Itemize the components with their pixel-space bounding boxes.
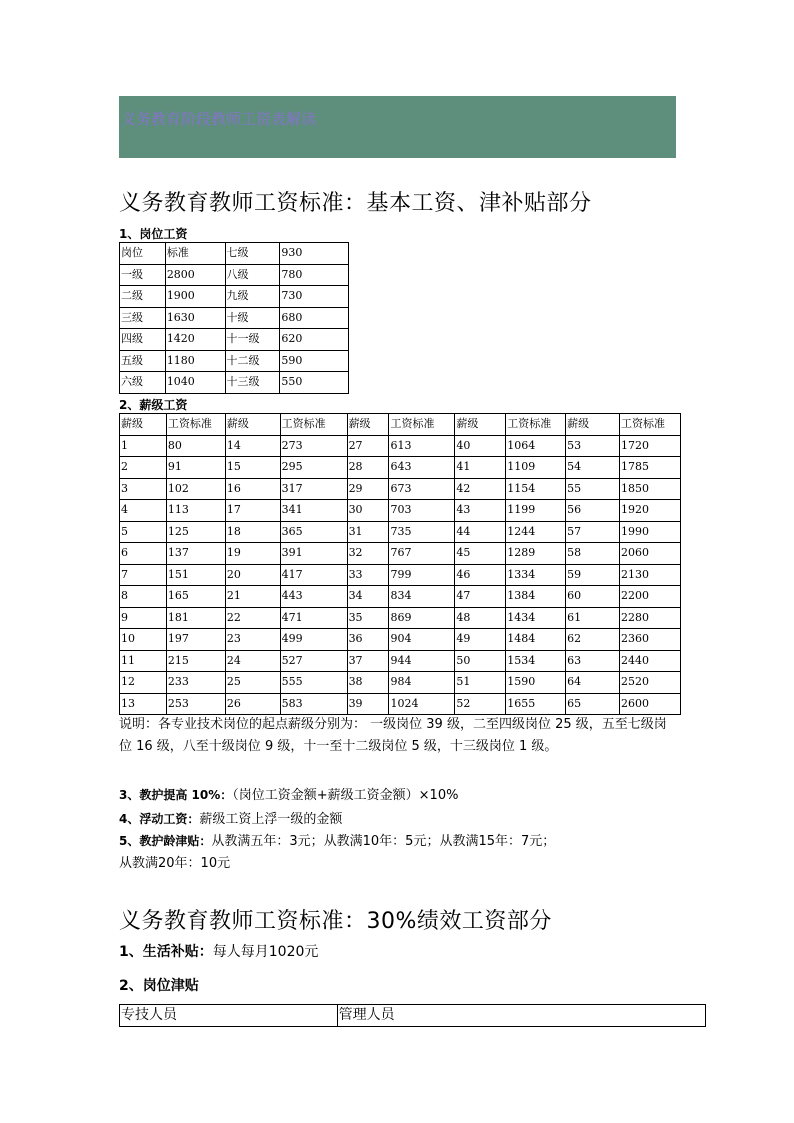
- table-cell: 91: [166, 457, 225, 479]
- table-cell: 28: [347, 457, 389, 479]
- table-cell: 1154: [506, 478, 566, 500]
- table-cell: 1334: [506, 564, 566, 586]
- table-cell: 703: [389, 500, 455, 522]
- table-cell: 50: [455, 650, 506, 672]
- banner-title-link[interactable]: 义务教育阶段教师工资表解读: [121, 110, 317, 128]
- living-allowance-text: 每人每月1020元: [212, 944, 319, 960]
- table-row: [120, 243, 349, 265]
- table-cell: 57: [566, 521, 620, 543]
- table-row: [120, 264, 349, 286]
- table-cell: 5: [120, 521, 167, 543]
- table-cell: 21: [225, 586, 280, 608]
- table-cell: 869: [389, 607, 455, 629]
- table-cell: 七级: [225, 243, 280, 265]
- seniority-allowance-label: 5、教护龄津贴：: [119, 834, 212, 848]
- table-cell: 48: [455, 607, 506, 629]
- teaching-raise-text: （岗位工资金额+薪级工资金额）×10%: [232, 788, 459, 803]
- table-cell: 六级: [120, 372, 166, 394]
- table-cell: 1109: [506, 457, 566, 479]
- table-cell: 417: [280, 564, 347, 586]
- table-cell: 49: [455, 629, 506, 651]
- table-cell: 620: [280, 329, 349, 351]
- table-cell: 583: [280, 693, 347, 715]
- table-cell: 60: [566, 586, 620, 608]
- table-cell: 岗位: [120, 243, 166, 265]
- table-cell: 7: [120, 564, 167, 586]
- title-banner: [119, 96, 676, 158]
- table-cell: 391: [280, 543, 347, 565]
- table-cell: 2060: [619, 543, 680, 565]
- table-cell: 41: [455, 457, 506, 479]
- floating-wage-line: [119, 808, 342, 827]
- table-cell: 51: [455, 672, 506, 694]
- table-cell: 151: [166, 564, 225, 586]
- table-cell: 499: [280, 629, 347, 651]
- seniority-allowance-text: 从教满五年：3元；从教满10年：5元；从教满15年：7元；: [211, 834, 556, 849]
- table-row: [120, 693, 681, 715]
- start-grade-note: 说明：各专业技术岗位的起点薪级分别为： 一级岗位 39 级，二至四级岗位 25 级，五至七级岗位 16 级，八至十级岗位 9 级，十一至十二级岗位 5 级，十三级岗位 1 级。: [119, 717, 667, 754]
- table-cell: 20: [225, 564, 280, 586]
- table-row: [120, 564, 681, 586]
- table-cell: 三级: [120, 307, 166, 329]
- seniority-allowance-line: [119, 830, 555, 849]
- table-cell: 181: [166, 607, 225, 629]
- table-cell: 31: [347, 521, 389, 543]
- table-row: [120, 586, 681, 608]
- table-cell: 471: [280, 607, 347, 629]
- table-cell: 2360: [619, 629, 680, 651]
- table-cell: 18: [225, 521, 280, 543]
- table-cell: 10: [120, 629, 167, 651]
- table-cell: 26: [225, 693, 280, 715]
- table-row: [120, 286, 349, 308]
- grade-wage-table: [119, 413, 681, 715]
- table-cell: 11: [120, 650, 167, 672]
- table-cell: 555: [280, 672, 347, 694]
- table-cell: 29: [347, 478, 389, 500]
- table-row: [120, 650, 681, 672]
- table-cell: 2130: [619, 564, 680, 586]
- table-cell: 37: [347, 650, 389, 672]
- table-cell: 443: [280, 586, 347, 608]
- table-cell: 80: [166, 435, 225, 457]
- table-cell: 233: [166, 672, 225, 694]
- table-cell: 341: [280, 500, 347, 522]
- table-cell: 2600: [619, 693, 680, 715]
- section1-title: 义务教育教师工资标准：基本工资、津补贴部分: [119, 191, 592, 216]
- table-cell: 四级: [120, 329, 166, 351]
- table-cell: 1420: [165, 329, 225, 351]
- table-cell: 17: [225, 500, 280, 522]
- table-cell: 317: [280, 478, 347, 500]
- table-cell: 1024: [389, 693, 455, 715]
- table-cell: 2800: [165, 264, 225, 286]
- table-header-cell: 薪级: [566, 414, 620, 436]
- table-cell: 16: [225, 478, 280, 500]
- table-cell: 1720: [619, 435, 680, 457]
- table-row: [120, 1005, 706, 1027]
- table-cell: 46: [455, 564, 506, 586]
- table-cell: 十二级: [225, 350, 280, 372]
- table-cell: 1: [120, 435, 167, 457]
- table-cell: 14: [225, 435, 280, 457]
- table-cell: 1630: [165, 307, 225, 329]
- post-allowance-label: 2、岗位津贴: [119, 978, 199, 994]
- table-header-cell: 工资标准: [166, 414, 225, 436]
- table-cell: 9: [120, 607, 167, 629]
- table-cell: 295: [280, 457, 347, 479]
- table-cell: 1244: [506, 521, 566, 543]
- table-cell: 38: [347, 672, 389, 694]
- table-header-cell: 工资标准: [280, 414, 347, 436]
- table-header-cell: 薪级: [225, 414, 280, 436]
- table-cell: 12: [120, 672, 167, 694]
- table-cell: 45: [455, 543, 506, 565]
- staff-category-table: [119, 1004, 706, 1027]
- table-row: [120, 607, 681, 629]
- table-row: [120, 672, 681, 694]
- table-cell: 3: [120, 478, 167, 500]
- table-cell: 1900: [165, 286, 225, 308]
- table-cell: 8: [120, 586, 167, 608]
- table-cell: 1850: [619, 478, 680, 500]
- table-cell: 1040: [165, 372, 225, 394]
- table-cell: 197: [166, 629, 225, 651]
- table-cell: 2440: [619, 650, 680, 672]
- teaching-raise-line: [119, 784, 458, 803]
- table-row: [120, 307, 349, 329]
- table-cell: 八级: [225, 264, 280, 286]
- table-cell: 十级: [225, 307, 280, 329]
- table-cell: 1990: [619, 521, 680, 543]
- floating-wage-label: 4、浮动工资：: [119, 812, 200, 826]
- table-cell: 47: [455, 586, 506, 608]
- table-cell: 专技人员: [120, 1005, 338, 1027]
- table-cell: 550: [280, 372, 349, 394]
- table-row: [120, 329, 349, 351]
- table-cell: 标准: [165, 243, 225, 265]
- table-cell: 834: [389, 586, 455, 608]
- table-row: [120, 435, 681, 457]
- seniority-allowance-cont: 从教满20年：10元: [119, 856, 231, 871]
- table-cell: 137: [166, 543, 225, 565]
- table-cell: 113: [166, 500, 225, 522]
- table-cell: 6: [120, 543, 167, 565]
- table-cell: 125: [166, 521, 225, 543]
- table-cell: 十三级: [225, 372, 280, 394]
- table-cell: 二级: [120, 286, 166, 308]
- table-header-cell: 薪级: [347, 414, 389, 436]
- table-cell: 253: [166, 693, 225, 715]
- table-cell: 19: [225, 543, 280, 565]
- table-header-cell: 工资标准: [389, 414, 455, 436]
- table-row: [120, 500, 681, 522]
- table-cell: 43: [455, 500, 506, 522]
- table-cell: 643: [389, 457, 455, 479]
- table-row: [120, 543, 681, 565]
- table-cell: 527: [280, 650, 347, 672]
- table-cell: 五级: [120, 350, 166, 372]
- table-cell: 56: [566, 500, 620, 522]
- table-cell: 944: [389, 650, 455, 672]
- table-cell: 27: [347, 435, 389, 457]
- table-cell: 55: [566, 478, 620, 500]
- table-cell: 61: [566, 607, 620, 629]
- table-cell: 62: [566, 629, 620, 651]
- table-header-row: [120, 414, 681, 436]
- table-cell: 365: [280, 521, 347, 543]
- table-cell: 15: [225, 457, 280, 479]
- table-cell: 613: [389, 435, 455, 457]
- table-cell: 1434: [506, 607, 566, 629]
- table-header-cell: 薪级: [455, 414, 506, 436]
- table-cell: 767: [389, 543, 455, 565]
- table-cell: 2280: [619, 607, 680, 629]
- table-cell: 23: [225, 629, 280, 651]
- table-cell: 1785: [619, 457, 680, 479]
- table-cell: 1384: [506, 586, 566, 608]
- post-wage-table: [119, 242, 349, 394]
- table-cell: 59: [566, 564, 620, 586]
- table-cell: 25: [225, 672, 280, 694]
- table-cell: 215: [166, 650, 225, 672]
- table-cell: 590: [280, 350, 349, 372]
- table-cell: 58: [566, 543, 620, 565]
- table-cell: 35: [347, 607, 389, 629]
- table-cell: 1199: [506, 500, 566, 522]
- table-cell: 40: [455, 435, 506, 457]
- table-cell: 1484: [506, 629, 566, 651]
- table-cell: 2: [120, 457, 167, 479]
- table-cell: 32: [347, 543, 389, 565]
- table-cell: 730: [280, 286, 349, 308]
- table-cell: 36: [347, 629, 389, 651]
- table-row: [120, 350, 349, 372]
- table-cell: 930: [280, 243, 349, 265]
- table-cell: 22: [225, 607, 280, 629]
- table-cell: 1180: [165, 350, 225, 372]
- table-cell: 一级: [120, 264, 166, 286]
- table-row: [120, 372, 349, 394]
- table-cell: 1590: [506, 672, 566, 694]
- living-allowance-label: 1、生活补贴：: [119, 944, 213, 960]
- table-cell: 799: [389, 564, 455, 586]
- grade-wage-heading: 2、薪级工资: [119, 398, 188, 412]
- table-cell: 102: [166, 478, 225, 500]
- table-cell: 1064: [506, 435, 566, 457]
- table-cell: 九级: [225, 286, 280, 308]
- post-allowance-heading: [119, 975, 199, 995]
- table-cell: 1655: [506, 693, 566, 715]
- table-row: [120, 521, 681, 543]
- table-cell: 673: [389, 478, 455, 500]
- table-cell: 42: [455, 478, 506, 500]
- table-cell: 984: [389, 672, 455, 694]
- floating-wage-text: 薪级工资上浮一级的金额: [199, 812, 343, 827]
- table-cell: 53: [566, 435, 620, 457]
- table-row: [120, 457, 681, 479]
- table-header-cell: 工资标准: [619, 414, 680, 436]
- table-row: [120, 478, 681, 500]
- table-cell: 65: [566, 693, 620, 715]
- table-cell: 34: [347, 586, 389, 608]
- table-cell: 44: [455, 521, 506, 543]
- table-cell: 735: [389, 521, 455, 543]
- table-cell: 273: [280, 435, 347, 457]
- table-cell: 2520: [619, 672, 680, 694]
- table-cell: 64: [566, 672, 620, 694]
- table-cell: 管理人员: [337, 1005, 705, 1027]
- post-wage-heading: 1、岗位工资: [119, 227, 188, 241]
- table-cell: 54: [566, 457, 620, 479]
- table-cell: 63: [566, 650, 620, 672]
- table-cell: 680: [280, 307, 349, 329]
- table-cell: 13: [120, 693, 167, 715]
- table-cell: 十一级: [225, 329, 280, 351]
- table-cell: 1920: [619, 500, 680, 522]
- table-cell: 24: [225, 650, 280, 672]
- table-header-cell: 薪级: [120, 414, 167, 436]
- table-header-cell: 工资标准: [506, 414, 566, 436]
- table-cell: 904: [389, 629, 455, 651]
- table-cell: 2200: [619, 586, 680, 608]
- table-cell: 39: [347, 693, 389, 715]
- teaching-raise-label: 3、教护提高 10%：: [119, 788, 233, 802]
- table-cell: 4: [120, 500, 167, 522]
- table-cell: 1534: [506, 650, 566, 672]
- table-cell: 52: [455, 693, 506, 715]
- table-cell: 33: [347, 564, 389, 586]
- table-cell: 30: [347, 500, 389, 522]
- table-cell: 780: [280, 264, 349, 286]
- table-cell: 1289: [506, 543, 566, 565]
- section2-title: 义务教育教师工资标准：30%绩效工资部分: [119, 909, 552, 934]
- table-cell: 165: [166, 586, 225, 608]
- living-allowance-line: [119, 941, 318, 961]
- table-row: [120, 629, 681, 651]
